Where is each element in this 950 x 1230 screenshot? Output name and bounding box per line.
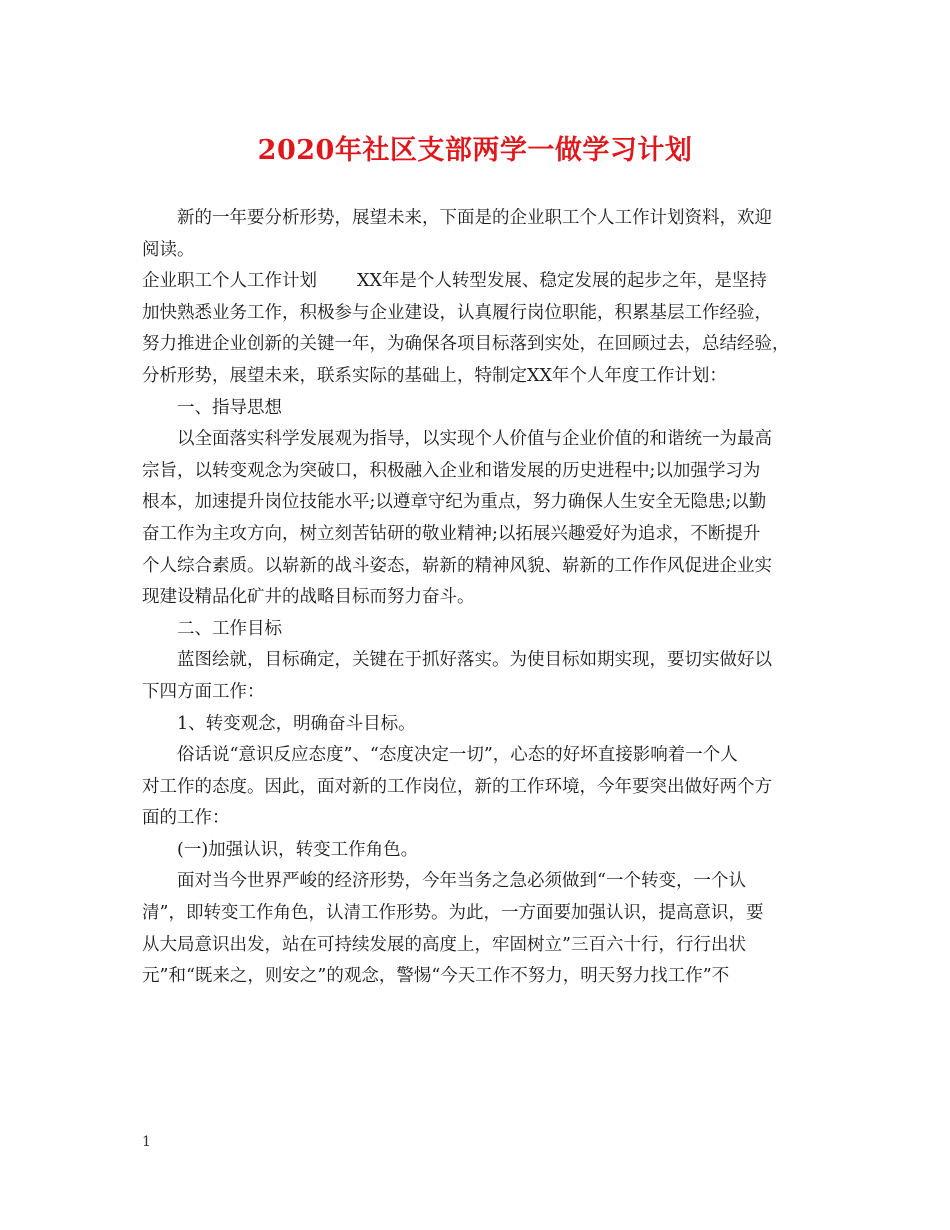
paragraph-line: 元”和“既来之，则安之”的观念，警惕“今天工作不努力，明天努力找工作”不 [142, 966, 730, 987]
paragraph-line: 个人综合素质。以崭新的战斗姿态，崭新的精神风貌、崭新的工作作风促进企业实 [142, 555, 772, 576]
subsection-heading: (一)加强认识，转变工作角色。 [177, 839, 419, 860]
paragraph-line: 蓝图绘就，目标确定，关键在于抓好落实。为使目标如期实现，要切实做好以 [177, 650, 772, 671]
paragraph-line: 新的一年要分析形势，展望未来，下面是的企业职工个人工作计划资料，欢迎 [177, 208, 772, 228]
document-body [142, 203, 822, 993]
document-title: 2020年社区支部两学一做学习计划 [257, 135, 693, 166]
inline-heading: 企业职工个人工作计划 [142, 271, 317, 292]
paragraph-line: 阅读。 [142, 239, 195, 260]
paragraph-text: XX年是个人转型发展、稳定发展的起步之年，是坚持 [357, 271, 767, 292]
paragraph-line: 根本，加速提升岗位技能水平;以遵章守纪为重点，努力确保人生安全无隐患;以勤 [142, 492, 767, 513]
paragraph-line: 奋工作为主攻方向，树立刻苦钻研的敬业精神;以拓展兴趣爱好为追求，不断提升 [142, 523, 761, 544]
paragraph-line: 努力推进企业创新的关键一年，为确保各项目标落到实处，在回顾过去，总结经验， [142, 334, 790, 355]
paragraph-line: 清”，即转变工作角色，认清工作形势。为此，一方面要加强认识，提高意识，要 [142, 903, 764, 924]
paragraph-line: 现建设精品化矿井的战略目标而努力奋斗。 [142, 587, 475, 608]
paragraph-line: 宗旨，以转变观念为突破口，积极融入企业和谐发展的历史进程中;以加强学习为 [142, 460, 761, 481]
page-number: 1 [142, 1134, 151, 1150]
paragraph-line: 面的工作： [142, 808, 230, 829]
paragraph-line: 分析形势，展望未来，联系实际的基础上，特制定XX年个人年度工作计划： [142, 365, 727, 386]
paragraph-line: 面对当今世界严峻的经济形势，今年当务之急必须做到“一个转变，一个认 [177, 871, 746, 892]
paragraph-line: 俗话说“意识反应态度”、“态度决定一切”，心态的好坏直接影响着一个人 [177, 745, 738, 766]
subsection-heading: 1、转变观念，明确奋斗目标。 [177, 713, 416, 734]
paragraph-line-with-heading [142, 266, 822, 298]
paragraph-line: 加快熟悉业务工作，积极参与企业建设，认真履行岗位职能，积累基层工作经验， [142, 302, 772, 323]
paragraph-line: 对工作的态度。因此，面对新的工作岗位，新的工作环境，今年要突出做好两个方 [142, 776, 772, 797]
section-heading: 一、指导思想 [177, 397, 282, 418]
paragraph-line: 以全面落实科学发展观为指导，以实现个人价值与企业价值的和谐统一为最高 [177, 429, 772, 450]
paragraph-line: 下四方面工作： [142, 681, 265, 702]
section-heading: 二、工作目标 [177, 618, 282, 639]
paragraph-line: 从大局意识出发，站在可持续发展的高度上，牢固树立”三百六十行，行行出状 [142, 934, 746, 955]
